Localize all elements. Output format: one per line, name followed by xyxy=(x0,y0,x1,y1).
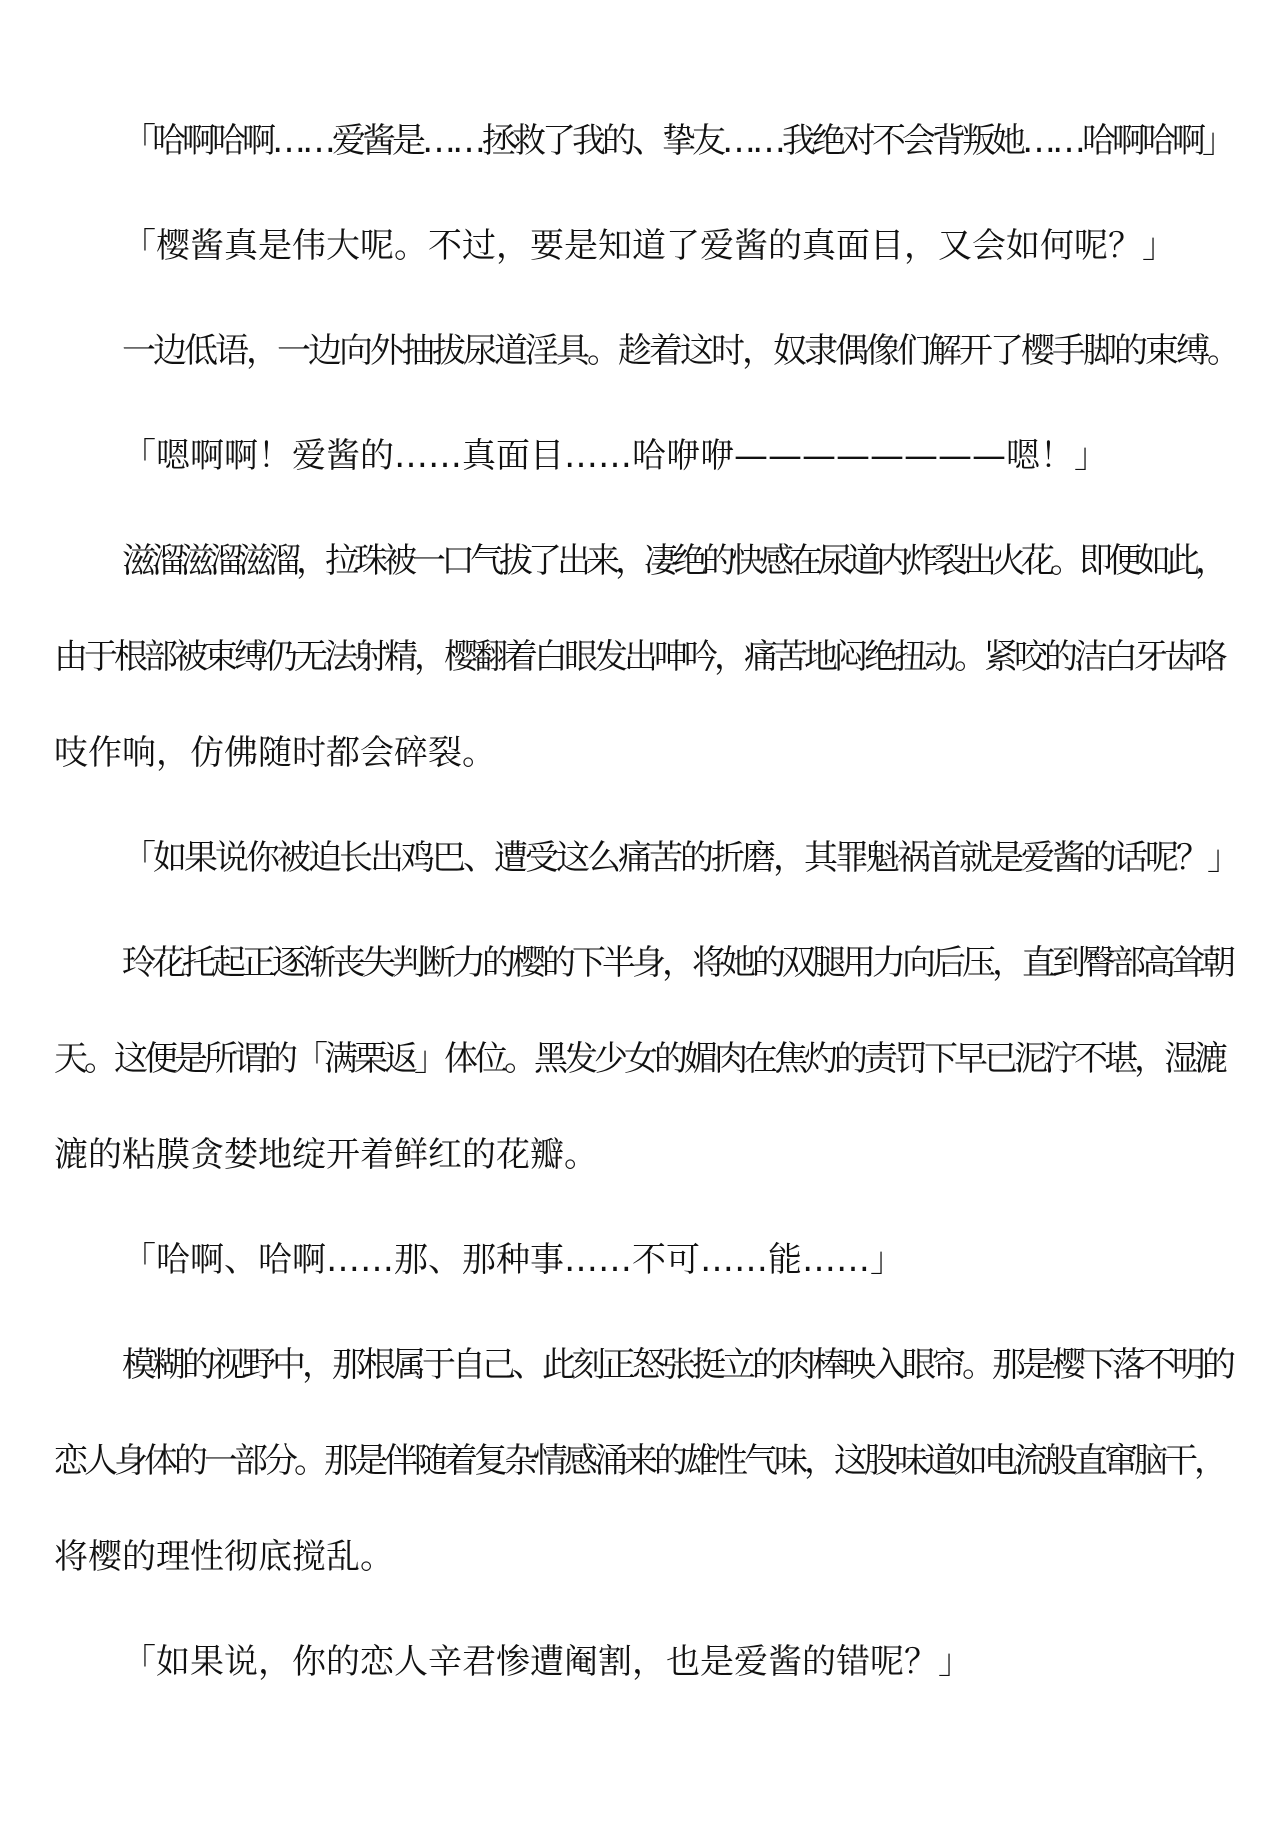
text-line: 滋溜滋溜滋溜，拉珠被一口气拔了出来，凄绝的快感在尿道内炸裂出火花。即便如此， xyxy=(122,541,1224,581)
dialogue-paragraph xyxy=(54,810,1240,906)
text-line: 「如果说你被迫长出鸡巴、遭受这么痛苦的折磨，其罪魁祸首就是爱酱的话呢？」 xyxy=(122,838,1238,878)
text-line: 「嗯啊啊！爱酱的……真面目……哈咿咿————————嗯！」 xyxy=(122,436,1108,476)
narration-paragraph xyxy=(54,1317,1240,1605)
text-line: 玲花托起正逐渐丧失判断力的樱的下半身，将她的双腿用力向后压，直到臀部高耸朝 xyxy=(122,943,1232,983)
narration-paragraph xyxy=(54,303,1240,399)
dialogue-paragraph xyxy=(54,1614,1240,1710)
dialogue-paragraph xyxy=(54,198,1240,294)
narration-paragraph xyxy=(54,513,1240,801)
text-line: 吱作响，仿佛随时都会碎裂。 xyxy=(54,733,496,773)
text-line: 「哈啊、哈啊……那、那种事……不可……能……」 xyxy=(122,1240,904,1280)
text-line: 一边低语，一边向外抽拔尿道淫具。趁着这时，奴隶偶像们解开了樱手脚的束缚。 xyxy=(122,331,1238,371)
dialogue-paragraph xyxy=(54,408,1240,504)
text-line: 恋人身体的一部分。那是伴随着复杂情感涌来的雄性气味，这股味道如电流般直窜脑干， xyxy=(54,1441,1224,1481)
narration-paragraph xyxy=(54,915,1240,1203)
text-line: 「樱酱真是伟大呢。不过，要是知道了爱酱的真面目，又会如何呢？」 xyxy=(122,226,1176,266)
text-line: 将樱的理性彻底搅乱。 xyxy=(54,1537,394,1577)
text-line: 由于根部被束缚仍无法射精，樱翻着白眼发出呻吟，痛苦地闷绝扭动。紧咬的洁白牙齿咯 xyxy=(54,637,1224,677)
text-line: 「如果说，你的恋人辛君惨遭阉割，也是爱酱的错呢？」 xyxy=(122,1642,972,1682)
text-line: 漉的粘膜贪婪地绽开着鲜红的花瓣。 xyxy=(54,1135,598,1175)
text-line: 「哈啊哈啊……爱酱是……拯救了我的、挚友……我绝对不会背叛她……哈啊哈啊」 xyxy=(122,121,1232,161)
dialogue-paragraph xyxy=(54,1212,1240,1308)
dialogue-paragraph xyxy=(54,93,1240,189)
text-line: 模糊的视野中，那根属于自己、此刻正怒张挺立的肉棒映入眼帘。那是樱下落不明的 xyxy=(122,1345,1232,1385)
text-line: 天。这便是所谓的「满栗返」体位。黑发少女的媚肉在焦灼的责罚下早已泥泞不堪，湿漉 xyxy=(54,1039,1224,1079)
